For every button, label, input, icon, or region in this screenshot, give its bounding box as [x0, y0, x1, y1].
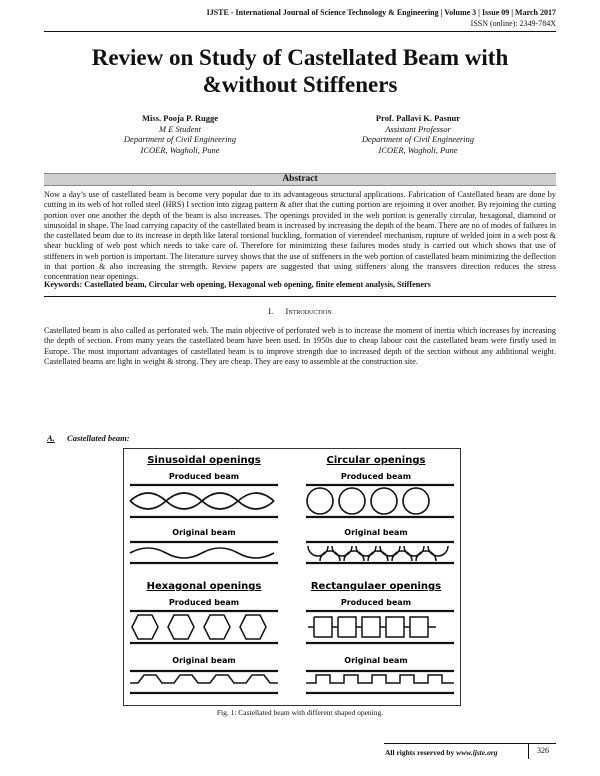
keywords: Keywords: Castellated beam, Circular web opening, Hexagonal web opening, finite element analysis, Stiffeners [44, 280, 431, 289]
section-title: Introduction [285, 306, 332, 316]
section-number: I. [268, 306, 274, 316]
author-block-2 [318, 113, 518, 155]
paper-title [40, 44, 560, 98]
footer-rights [385, 748, 498, 757]
produced-label: Produced beam [340, 598, 412, 607]
abstract-heading: Abstract [44, 173, 556, 186]
panel-hexagonal [130, 581, 278, 693]
author-inst: ICOER, Wagholi, Pune [140, 144, 220, 155]
panel-sinusoidal [130, 455, 278, 563]
issn-line: ISSN (online): 2349-784X [470, 19, 556, 28]
page-number: 326 [528, 743, 557, 759]
panel-title: Sinusoidal openings [147, 455, 261, 466]
journal-header: IJSTE - International Journal of Science Technology & Engineering | Volume 3 | Issue 09 | March 2017 [206, 8, 556, 17]
original-label: Original beam [344, 528, 408, 537]
journal-url[interactable]: www.ijste.org [456, 748, 498, 757]
author-dept: Department of Civil Engineering [361, 134, 475, 144]
original-label: Original beam [172, 656, 236, 665]
introduction-text: Castellated beam is also called as perforated web. The main objective of perforated web is to increase the moment of inertia which increases by increasing the depth of section. From many years the castellated beam have been used. In 1950s due to cheap labour cost the castellated beam were firstly used in Europe. The most important advantages of castellated beam is to improve strength due to increased depth of the section without any additional weight. Castellated beams are light in weight & strong. They are cheap. They are easy to assemble at the construction site. [44, 326, 556, 366]
section-divider [44, 296, 556, 297]
castellated-beam-figure [123, 448, 461, 706]
panel-circular [306, 455, 454, 563]
panel-rectangular [306, 581, 454, 693]
author-role: Assistant Professor [385, 123, 451, 134]
author-inst: ICOER, Wagholi, Pune [378, 144, 458, 155]
produced-label: Produced beam [340, 472, 412, 481]
panel-title: Hexagonal openings [146, 581, 262, 592]
original-label: Original beam [344, 656, 408, 665]
figure-illustration [124, 449, 460, 705]
figure-caption: Fig. 1: Castellated beam with different shaped opening. [216, 708, 384, 717]
author-role: M E Student [158, 123, 202, 134]
subsection-label: A. [47, 433, 55, 443]
section-heading [0, 306, 600, 316]
abstract-text: Now a day’s use of castellated beam is become very popular due to its advantageous structural applications. Fabrication of Castellated beam are done by cutting in its web of hot rolled steel (HRS) I section into zigzag pattern & after that the cutting portion are rejoining it over another. By rejoining the cutting portion over one another the depth of the beam is also increases. The openings provided in the web portion is generally circular, hexagonal, diamond or sinusoidal in shape. The load carrying capacity of the castellated beam is increased by increasing the depth of the beam. There are no of modes of failures in the castellated beam due to its increase in depth like lateral torsional buckling, formation of vierendeel mechanism, rupture of welded joint in a web post & shear buckling of web post which needs to take care of. Therefore for minimizing these failures modes study is carried out which shows that use of stiffeners in web portion is important. The literature survey shows that the use of stiffeners in the web portion of castellated beam minimizing the deflection in that portion & also increasing the strength. Review papers are suggested that using stiffeners along the transvers direction reduces the stress concentration near openings. [44, 190, 556, 282]
title-line-1: Review on Study of Castellated Beam with [91, 45, 509, 70]
header-divider [44, 31, 556, 32]
title-line-2: &without Stiffeners [202, 72, 398, 97]
produced-label: Produced beam [168, 472, 240, 481]
author-block-1 [80, 113, 280, 155]
author-dept: Department of Civil Engineering [123, 134, 237, 144]
author-name: Prof. Pallavi K. Pasnur [375, 113, 461, 123]
panel-title: Circular openings [326, 455, 426, 466]
author-name: Miss. Pooja P. Rugge [142, 113, 218, 123]
subsection-heading [47, 433, 130, 443]
produced-label: Produced beam [168, 598, 240, 607]
original-label: Original beam [172, 528, 236, 537]
subsection-title: Castellated beam: [67, 433, 130, 443]
rights-text: All rights reserved by [385, 748, 455, 757]
panel-title: Rectangulaer openings [310, 581, 442, 592]
